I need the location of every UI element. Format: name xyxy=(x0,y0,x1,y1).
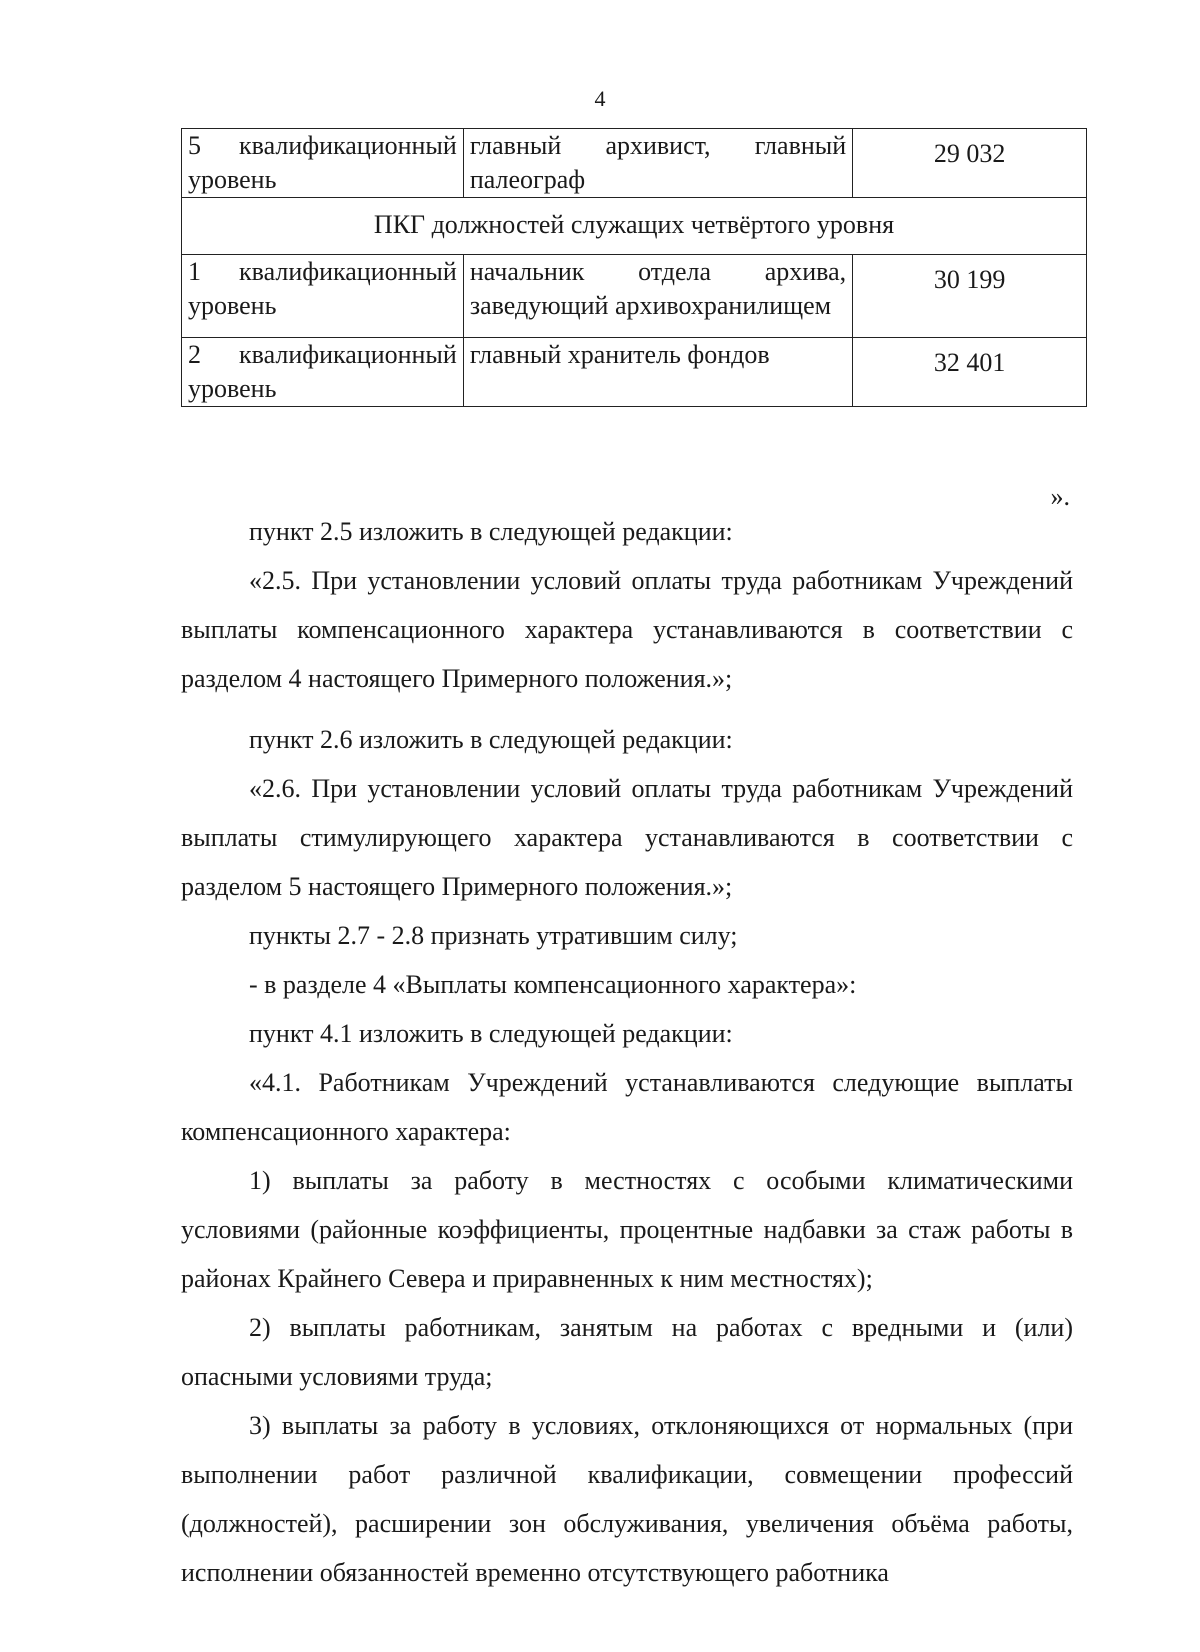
table-row xyxy=(182,338,1087,407)
paragraph: 1) выплаты за работу в местностях с особыми климатическими условиями (районные коэффициенты, процентные надбавки за стаж работы в районах Крайнего Севера и приравненных к ним местностях); xyxy=(181,1166,1073,1293)
qualification-level-cell: 1 квалификационный уровень xyxy=(182,255,464,338)
salary-cell: 30 199 xyxy=(853,255,1087,338)
position-cell: главный хранитель фондов xyxy=(463,338,852,407)
paragraph: «4.1. Работникам Учреждений устанавливаются следующие выплаты компенсационного характера: xyxy=(181,1068,1073,1146)
paragraph: 3) выплаты за работу в условиях, отклоняющихся от нормальных (при выполнении работ различной квалификации, совмещении профессий (должностей), расширении зон обслуживания, увеличения объёма работы, исполнении обязанностей временно отсутствующего работника xyxy=(181,1411,1073,1587)
salary-cell: 32 401 xyxy=(853,338,1087,407)
paragraph: пункты 2.7 - 2.8 признать утратившим силу; xyxy=(249,921,738,950)
page-number: 4 xyxy=(594,86,606,111)
document-body xyxy=(181,507,1073,1597)
paragraph: - в разделе 4 «Выплаты компенсационного характера»: xyxy=(249,970,857,999)
quote-close-mark: ». xyxy=(1050,482,1070,511)
salary-cell: 29 032 xyxy=(853,129,1087,198)
position-cell: главный архивист, главный палеограф xyxy=(463,129,852,198)
qualification-level-cell: 5 квалификационный уровень xyxy=(182,129,464,198)
qualification-level-cell: 2 квалификационный уровень xyxy=(182,338,464,407)
table-row xyxy=(182,255,1087,338)
group-header-cell: ПКГ должностей служащих четвёртого уровня xyxy=(182,198,1087,255)
paragraph: пункт 2.5 изложить в следующей редакции: xyxy=(249,517,733,546)
paragraph: 2) выплаты работникам, занятым на работах с вредными и (или) опасными условиями труда; xyxy=(181,1313,1073,1391)
position-cell: начальник отдела архива, заведующий архивохранилищем xyxy=(463,255,852,338)
paragraph: пункт 2.6 изложить в следующей редакции: xyxy=(249,725,733,754)
salary-table xyxy=(181,128,1087,407)
paragraph: «2.5. При установлении условий оплаты труда работникам Учреждений выплаты компенсационного характера устанавливаются в соответствии с разделом 4 настоящего Примерного положения.»; xyxy=(181,566,1073,693)
table-group-row xyxy=(182,198,1087,255)
paragraph: пункт 4.1 изложить в следующей редакции: xyxy=(249,1019,733,1048)
table-row xyxy=(182,129,1087,198)
paragraph: «2.6. При установлении условий оплаты труда работникам Учреждений выплаты стимулирующего характера устанавливаются в соответствии с разделом 5 настоящего Примерного положения.»; xyxy=(181,774,1073,901)
